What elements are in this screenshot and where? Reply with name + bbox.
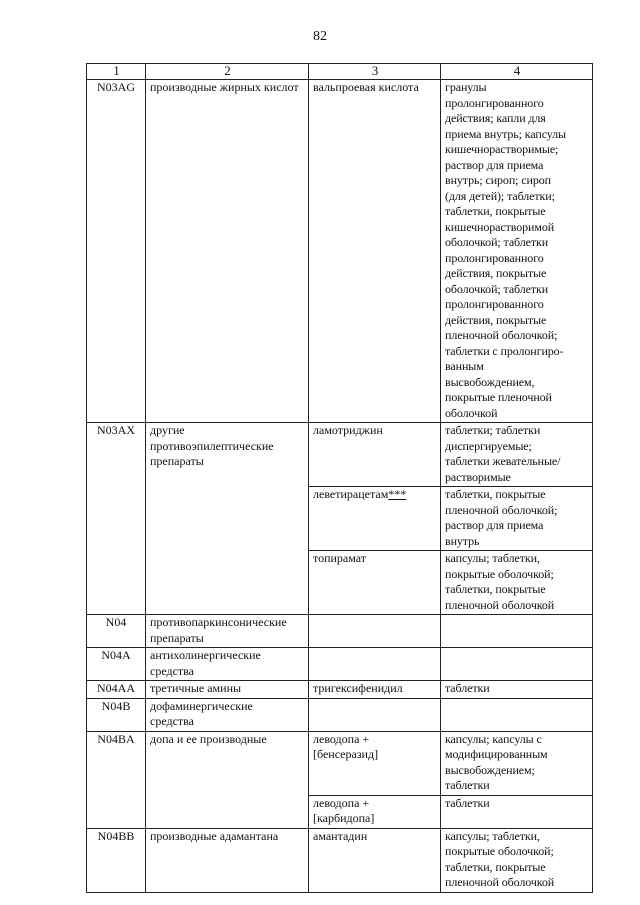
dosage-forms: таблетки, покрытые пленочной оболочкой; раствор для приема внутрь	[441, 487, 593, 551]
pharmacological-group: производные адамантана	[146, 828, 309, 892]
atc-code: N04AA	[87, 681, 146, 699]
dosage-forms: капсулы; таблетки, покрытые оболочкой; таблетки, покрытые пленочной оболочкой	[441, 828, 593, 892]
drug-name	[309, 615, 441, 648]
table-header	[87, 64, 593, 80]
pharmacological-group: производные жирных кислот	[146, 80, 309, 423]
column-header-1: 1	[87, 64, 146, 80]
table-body	[87, 80, 593, 893]
table-row	[87, 615, 593, 648]
medicines-table	[86, 63, 593, 893]
table-row	[87, 80, 593, 423]
dosage-forms: таблетки	[441, 681, 593, 699]
atc-code: N03AG	[87, 80, 146, 423]
atc-code: N04B	[87, 698, 146, 731]
dosage-forms	[441, 615, 593, 648]
atc-code: N04	[87, 615, 146, 648]
drug-flag-mark: ***	[388, 487, 407, 501]
pharmacological-group: антихолинергические средства	[146, 648, 309, 681]
drug-name: амантадин	[309, 828, 441, 892]
table-row	[87, 423, 593, 487]
drug-name: леводопа + [бенсеразид]	[309, 731, 441, 795]
pharmacological-group: другие противоэпилептические препараты	[146, 423, 309, 615]
pharmacological-group: противопаркинсонические препараты	[146, 615, 309, 648]
pharmacological-group: третичные амины	[146, 681, 309, 699]
dosage-forms: капсулы; таблетки, покрытые оболочкой; таблетки, покрытые пленочной оболочкой	[441, 551, 593, 615]
column-header-4: 4	[441, 64, 593, 80]
column-header-3: 3	[309, 64, 441, 80]
dosage-forms	[441, 698, 593, 731]
dosage-forms	[441, 648, 593, 681]
drug-name-text: леветирацетам	[313, 487, 389, 501]
drug-name: топирамат	[309, 551, 441, 615]
atc-code: N04BA	[87, 731, 146, 828]
table-row	[87, 681, 593, 699]
dosage-forms: таблетки; таблетки диспергируемые; таблетки жевательные/ растворимые	[441, 423, 593, 487]
drug-name: ламотриджин	[309, 423, 441, 487]
dosage-forms: гранулы пролонгированного действия; капли для приема внутрь; капсулы кишечнорастворимые; раствор для приема внутрь; сироп; сироп (для детей); таблетки; таблетки, покрытые кишечнорастворимой оболочкой; таблетки пролонгированного действия, покрытые оболочкой; таблетки пролонгированного действия, покрытые пленочной оболочкой; таблетки с пролонгиро- ванным высвобождением, покрытые пленочной оболочкой	[441, 80, 593, 423]
atc-code: N03AX	[87, 423, 146, 615]
table-row	[87, 648, 593, 681]
table-row	[87, 698, 593, 731]
header-row	[87, 64, 593, 80]
page-number: 82	[313, 29, 327, 44]
drug-name: вальпроевая кислота	[309, 80, 441, 423]
table-row	[87, 731, 593, 795]
atc-code: N04BB	[87, 828, 146, 892]
pharmacological-group: допа и ее производные	[146, 731, 309, 828]
drug-name: леводопа + [карбидопа]	[309, 795, 441, 828]
drug-name	[309, 648, 441, 681]
drug-name: тригексифенидил	[309, 681, 441, 699]
drug-name	[309, 698, 441, 731]
table-row	[87, 828, 593, 892]
pharmacological-group: дофаминергические средства	[146, 698, 309, 731]
dosage-forms: таблетки	[441, 795, 593, 828]
atc-code: N04A	[87, 648, 146, 681]
dosage-forms: капсулы; капсулы с модифицированным высвобождением; таблетки	[441, 731, 593, 795]
drug-name	[309, 487, 441, 551]
column-header-2: 2	[146, 64, 309, 80]
